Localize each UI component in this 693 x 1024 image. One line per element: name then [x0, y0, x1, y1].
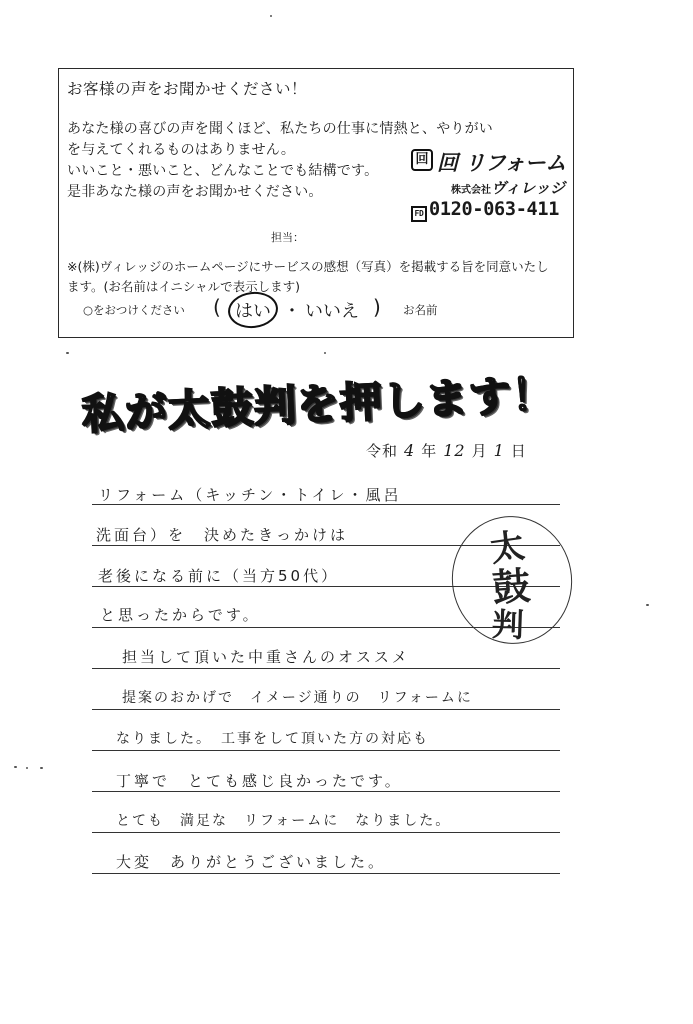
handwritten-line: とても 満足な リフォームに なりました。: [116, 813, 452, 829]
seal-char: 鼓: [490, 562, 532, 611]
consent-line: ※(株)ヴィレッジのホームページにサービスの感想（写真）を掲載する旨を同意いたし: [67, 259, 549, 274]
phone-digits: 0120-063-411: [429, 199, 560, 220]
handwritten-line: 提案のおかげで イメージ通りの リフォームに: [122, 690, 473, 706]
intro-line: いいこと・悪いこと、どんなことでも結構です。: [67, 163, 379, 179]
scan-speck: [324, 352, 326, 354]
handwritten-line: 担当して頂いた中重さんのオススメ: [122, 648, 410, 666]
option-yes[interactable]: はい: [235, 301, 271, 322]
date-year-unit: 年: [421, 442, 438, 460]
company-prefix: 株式会社: [451, 185, 491, 196]
date-day-unit: 日: [510, 442, 527, 460]
intro-line: 是非あなた様の声をお聞かせください。: [67, 184, 323, 200]
ruled-line: [92, 791, 560, 792]
consent-line: ます。(お名前はイニシャルで表示します): [67, 279, 301, 294]
ruled-line: [92, 750, 560, 751]
free-dial-icon: FD: [411, 206, 427, 222]
handwritten-line: 大変 ありがとうございました。: [116, 853, 387, 871]
seal-char: 太: [487, 525, 528, 571]
intro-line: を与えてくれるものはありません。: [67, 142, 296, 158]
company-logo: [411, 149, 571, 227]
scan-speck: [270, 15, 272, 17]
date-year: 4: [404, 441, 416, 460]
phone-number: [411, 199, 559, 222]
circle-instruction: ○をおつけください: [83, 303, 185, 317]
scan-speck: [26, 767, 28, 769]
handwritten-line: 丁寧で とても感じ良かったです。: [116, 772, 403, 790]
paren-close: ): [373, 295, 381, 319]
headline: 私が太鼓判を押します！: [81, 369, 556, 439]
date-era: 令和: [366, 442, 399, 460]
scan-speck: [40, 767, 43, 769]
ruled-line: [92, 873, 560, 874]
consent-text: [67, 257, 572, 297]
paren-open: (: [213, 295, 221, 319]
form-title: お客様の声をお聞かせください！: [67, 80, 308, 98]
handwritten-line: 老後になる前に（当方50代）: [98, 567, 340, 585]
logo-mark-icon: 回: [411, 149, 433, 171]
date-month-unit: 月: [471, 442, 488, 460]
handwritten-line: リフォーム（キッチン・トイレ・風呂: [98, 486, 402, 504]
scan-speck: [14, 766, 17, 768]
option-separator: ・: [283, 301, 301, 322]
taikoban-seal: [452, 516, 572, 644]
logo-main-text: 回 リフォーム: [437, 151, 566, 175]
customer-voice-form: [58, 68, 574, 338]
scan-speck: [646, 604, 649, 606]
handwritten-line: と思ったからです。: [100, 606, 261, 624]
consent-choice-row: [83, 295, 563, 325]
ruled-line: [92, 709, 560, 710]
staff-label: 担当：: [271, 231, 304, 244]
scan-speck: [66, 352, 69, 354]
option-no[interactable]: いいえ: [305, 301, 359, 322]
ruled-line: [92, 668, 560, 669]
logo-company-name: [451, 177, 565, 198]
handwritten-line: なりました。 工事をして頂いた方の対応も: [116, 731, 429, 747]
intro-line: あなた様の喜びの声を聞くほど、私たちの仕事に情熱と、やりがい: [67, 121, 493, 137]
date-month: 12: [443, 441, 466, 460]
company-name: ヴィレッジ: [491, 179, 565, 197]
handwritten-line: 洗面台）を 決めたきっかけは: [96, 526, 349, 544]
date-field: [366, 440, 527, 461]
ruled-line: [92, 832, 560, 833]
date-day: 1: [493, 441, 505, 460]
name-label: お名前: [403, 303, 438, 317]
seal-char: 判: [491, 605, 525, 645]
